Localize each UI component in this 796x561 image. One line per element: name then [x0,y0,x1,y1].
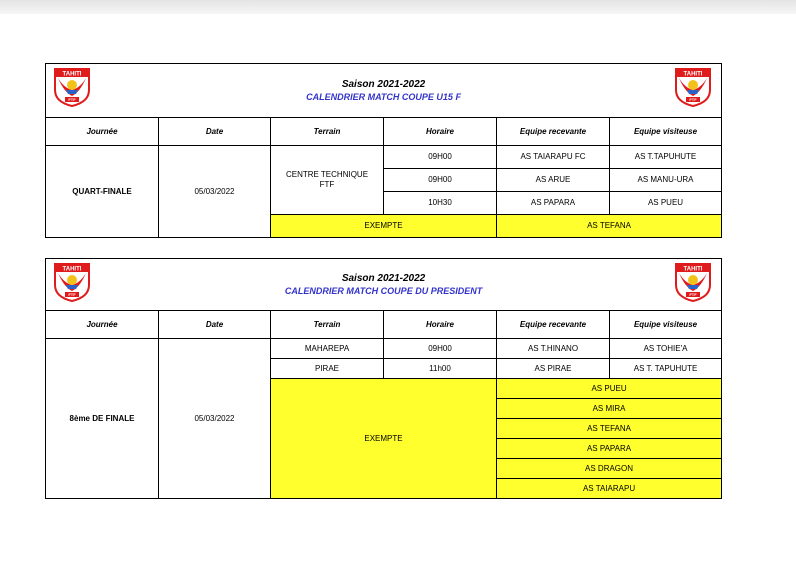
horaire-cell: 11h00 [384,359,497,379]
header-terrain: Terrain [271,118,384,146]
table-row [46,146,722,169]
exempt-team-cell: AS TAIARAPU [497,479,722,499]
header-horaire: Horaire [384,118,497,146]
calendar-title: CALENDRIER MATCH COUPE DU PRESIDENT [284,285,483,296]
ftf-logo-icon [52,261,92,303]
home-team-cell: AS TAIARAPU FC [497,146,610,169]
header-equipe-visiteuse: Equipe visiteuse [610,118,722,146]
header-equipe-recevante: Equipe recevante [497,311,610,339]
logo-top-text: TAHITI [62,266,82,273]
away-team-cell: AS PUEU [610,192,722,215]
horaire-cell: 09H00 [384,339,497,359]
terrain-cell: PIRAE [271,359,384,379]
season-label: Saison 2021-2022 [341,272,426,284]
home-team-cell: AS PIRAE [497,359,610,379]
journee-cell: QUART-FINALE [46,146,159,238]
header-journee: Journée [46,311,159,339]
header-date: Date [159,311,271,339]
header-horaire: Horaire [384,311,497,339]
journee-cell: 8ème DE FINALE [46,339,159,499]
horaire-cell: 10H30 [384,192,497,215]
terrain-cell: MAHAREPA [271,339,384,359]
calendar-title: CALENDRIER MATCH COUPE U15 F [306,91,461,102]
schedule-table-coupe-du-president [45,258,722,499]
date-cell: 05/03/2022 [159,146,271,238]
exempt-team-cell: AS TEFANA [497,215,722,238]
ftf-logo-icon [673,66,713,108]
logo-bottom-text: FTF [689,292,697,297]
away-team-cell: AS MANU-URA [610,169,722,192]
away-team-cell: AS TOHIE'A [610,339,722,359]
header-row [46,118,722,146]
exempt-team-cell: AS TEFANA [497,419,722,439]
home-team-cell: AS ARUE [497,169,610,192]
logo-top-text: TAHITI [62,71,82,78]
logo-top-text: TAHITI [683,266,703,273]
date-cell: 05/03/2022 [159,339,271,499]
table-title-cell [46,259,722,311]
logo-bottom-text: FTF [68,292,76,297]
home-team-cell: AS T.HINANO [497,339,610,359]
table-title-cell [46,64,722,118]
header-journee: Journée [46,118,159,146]
exempt-team-cell: AS PAPARA [497,439,722,459]
ftf-logo-icon [52,66,92,108]
exempt-team-cell: AS DRAGON [497,459,722,479]
home-team-cell: AS PAPARA [497,192,610,215]
season-label: Saison 2021-2022 [341,78,426,90]
logo-bottom-text: FTF [68,97,76,102]
logo-bottom-text: FTF [689,97,697,102]
header-terrain: Terrain [271,311,384,339]
logo-top-text: TAHITI [683,71,703,78]
schedule-table-u15f [45,63,722,238]
header-date: Date [159,118,271,146]
exempt-label-cell: EXEMPTE [271,215,497,238]
horaire-cell: 09H00 [384,169,497,192]
viewer-top-bar [0,0,796,14]
terrain-cell: CENTRE TECHNIQUE FTF [271,146,384,215]
header-equipe-recevante: Equipe recevante [497,118,610,146]
exempt-label-cell: EXEMPTE [271,379,497,499]
horaire-cell: 09H00 [384,146,497,169]
header-row [46,311,722,339]
exempt-team-cell: AS MIRA [497,399,722,419]
ftf-logo-icon [673,261,713,303]
exempt-team-cell: AS PUEU [497,379,722,399]
header-equipe-visiteuse: Equipe visiteuse [610,311,722,339]
table-row [46,339,722,359]
away-team-cell: AS T.TAPUHUTE [610,146,722,169]
away-team-cell: AS T. TAPUHUTE [610,359,722,379]
